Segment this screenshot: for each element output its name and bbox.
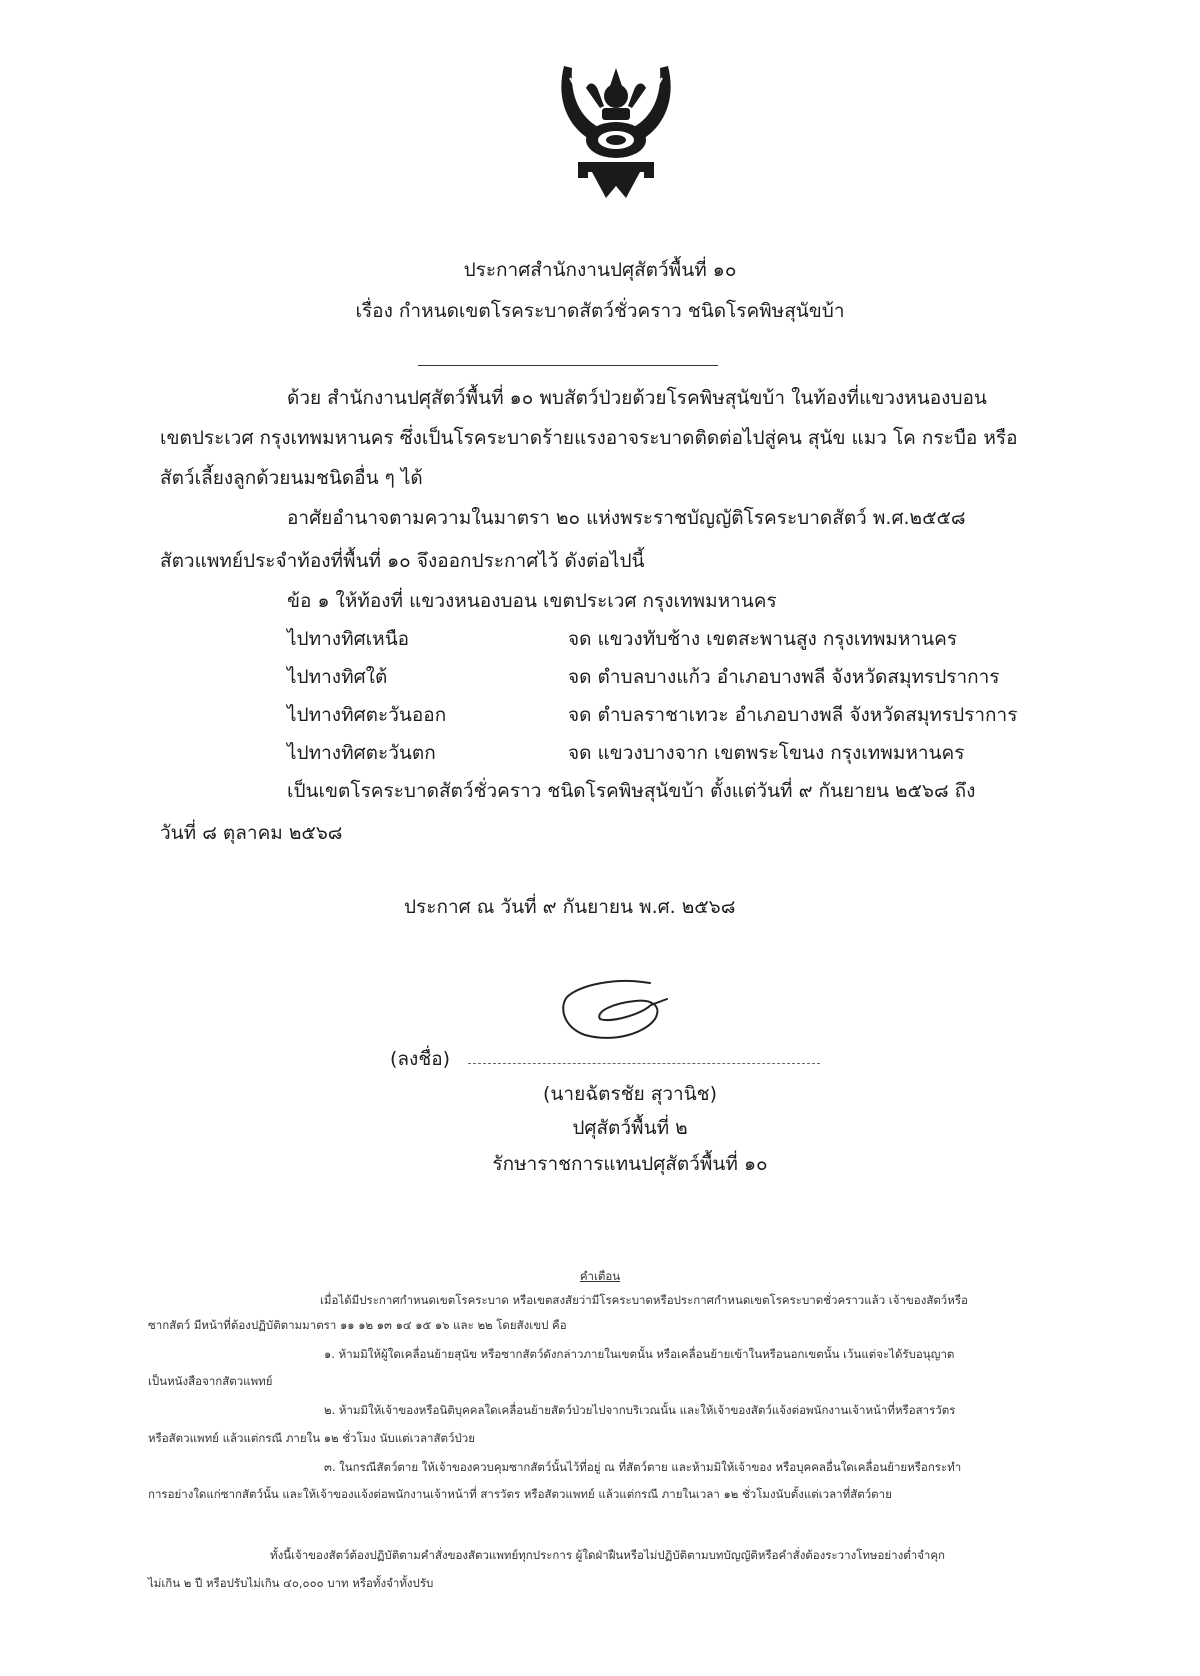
warning-intro-line2: ซากสัตว์ มีหน้าที่ต้องปฏิบัติตามมาตรา ๑๑ ๑๒ ๑๓ ๑๔ ๑๕ ๑๖ และ ๒๒ โดยสังเขป คือ [148,1318,567,1332]
sign-label: (ลงชื่อ) [390,1048,451,1070]
warning-item3-line1: ๓. ในกรณีสัตว์ตาย ให้เจ้าของควบคุมซากสัตว์นั้นไว้ที่อยู่ ณ ที่สัตว์ตาย และห้ามมิให้เจ้าของ หรือบุคคลอื่นใดเคลื่อนย้ายหรือกระทำ [324,1460,962,1474]
body-para2-line2: สัตวแพทย์ประจำท้องที่พื้นที่ ๑๐ จึงออกประกาศไว้ ดังต่อไปนี้ [160,550,645,572]
penalty-line2: ไม่เกิน ๒ ปี หรือปรับไม่เกิน ๔๐,๐๐๐ บาท หรือทั้งจำทั้งปรับ [148,1576,434,1590]
body-para1-line3: สัตว์เลี้ยงลูกด้วยนมชนิดอื่น ๆ ได้ [160,467,423,489]
boundary-direction-south: ไปทางทิศใต้ [287,666,388,688]
warning-item3-line2: การอย่างใดแก่ซากสัตว์นั้น และให้เจ้าของแจ้งต่อพนักงานเจ้าหน้าที่ สารวัตร หรือสัตวแพทย์ แล้วแต่กรณี ภายในเวลา ๑๒ ชั่วโมงนับตั้งแต่เวลาที่สัตว์ตาย [148,1487,892,1501]
boundary-direction-east: ไปทางทิศตะวันออก [287,704,447,726]
boundary-area-east: จด ตำบลราชาเทวะ อำเภอบางพลี จังหวัดสมุทรปราการ [568,704,1018,726]
garuda-emblem-icon [556,58,676,208]
body-para1-line1: ด้วย สำนักงานปศุสัตว์พื้นที่ ๑๐ พบสัตว์ป่วยด้วยโรคพิษสุนัขบ้า ในท้องที่แขวงหนองบอน [287,387,987,409]
body-para2-line1: อาศัยอำนาจตามความในมาตรา ๒๐ แห่งพระราชบัญญัติโรคระบาดสัตว์ พ.ศ.๒๕๕๘ [287,507,966,529]
warning-item2-line1: ๒. ห้ามมิให้เจ้าของหรือนิติบุคคลใดเคลื่อนย้ายสัตว์ป่วยไปจากบริเวณนั้น และให้เจ้าของสัตว์แจ้งต่อพนักงานเจ้าหน้าที่หรือสารวัตร [324,1403,956,1417]
warning-title: คำเตือน [579,1269,621,1283]
signature-mark-icon [555,975,695,1050]
announce-date: ประกาศ ณ วันที่ ๙ กันยายน พ.ศ. ๒๕๖๘ [404,896,736,918]
signer-acting: รักษาราชการแทนปศุสัตว์พื้นที่ ๑๐ [492,1153,768,1175]
period-line2: วันที่ ๘ ตุลาคม ๒๕๖๘ [160,822,343,844]
boundary-area-south: จด ตำบลบางแก้ว อำเภอบางพลี จังหวัดสมุทรปราการ [568,666,1000,688]
warning-item1-line2: เป็นหนังสือจากสัตวแพทย์ [148,1374,273,1388]
announcement-title: ประกาศสำนักงานปศุสัตว์พื้นที่ ๑๐ [463,259,737,281]
warning-intro-line1: เมื่อได้มีประกาศกำหนดเขตโรคระบาด หรือเขตสงสัยว่ามีโรคระบาดหรือประกาศกำหนดเขตโรคระบาดชั่วคราวแล้ว เจ้าของสัตว์หรือ [320,1293,968,1307]
boundary-direction-west: ไปทางทิศตะวันตก [287,742,436,764]
period-line1: เป็นเขตโรคระบาดสัตว์ชั่วคราว ชนิดโรคพิษสุนัขบ้า ตั้งแต่วันที่ ๙ กันยายน ๒๕๖๘ ถึง [287,780,976,802]
warning-item1-line1: ๑. ห้ามมิให้ผู้ใดเคลื่อนย้ายสุนัข หรือซากสัตว์ดังกล่าวภายในเขตนั้น หรือเคลื่อนย้ายเข้าในหรือนอกเขตนั้น เว้นแต่จะได้รับอนุญาต [324,1347,955,1361]
title-divider [418,365,718,366]
signature-line [468,1063,820,1064]
signer-position: ปศุสัตว์พื้นที่ ๒ [572,1117,688,1139]
clause-1: ข้อ ๑ ให้ท้องที่ แขวงหนองบอน เขตประเวศ กรุงเทพมหานคร [287,590,777,612]
penalty-line1: ทั้งนี้เจ้าของสัตว์ต้องปฏิบัติตามคำสั่งของสัตวแพทย์ทุกประการ ผู้ใดฝ่าฝืนหรือไม่ปฏิบัติตามบทบัญญัติหรือคำสั่งต้องระวางโทษอย่างต่ำจำคุก [270,1548,946,1562]
boundary-area-west: จด แขวงบางจาก เขตพระโขนง กรุงเทพมหานคร [568,742,965,764]
warning-item2-line2: หรือสัตวแพทย์ แล้วแต่กรณี ภายใน ๑๒ ชั่วโมง นับแต่เวลาสัตว์ป่วย [148,1431,475,1445]
announcement-subject: เรื่อง กำหนดเขตโรคระบาดสัตว์ชั่วคราว ชนิดโรคพิษสุนัขบ้า [355,300,845,322]
signer-name: (นายฉัตรชัย สุวานิช) [543,1083,717,1105]
boundary-direction-north: ไปทางทิศเหนือ [287,628,410,650]
body-para1-line2: เขตประเวศ กรุงเทพมหานคร ซึ่งเป็นโรคระบาดร้ายแรงอาจระบาดติดต่อไปสู่คน สุนัข แมว โค กระบือ หรือ [160,427,1018,449]
boundary-area-north: จด แขวงทับช้าง เขตสะพานสูง กรุงเทพมหานคร [568,628,958,650]
